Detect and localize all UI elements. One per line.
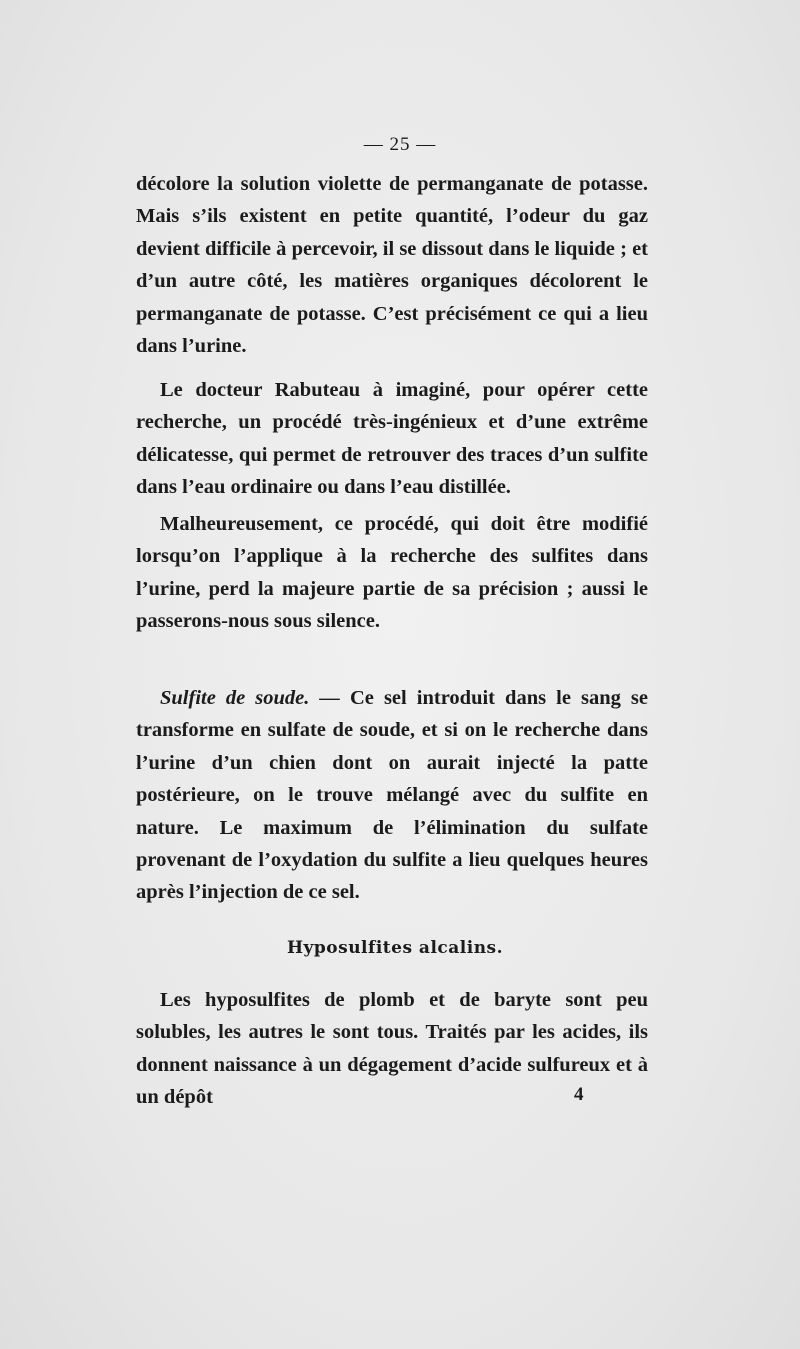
paragraph-1: [136, 168, 648, 362]
paragraph-3: [136, 508, 648, 638]
paragraph-4-title: Sulfite de soude. —: [160, 687, 340, 709]
paragraph-2: [136, 374, 648, 504]
section-heading: Hyposulfites alcalins.: [286, 938, 504, 958]
paragraph-5: [136, 984, 648, 1114]
paragraph-4-body: Ce sel introduit dans le sang se transforme en sulfate de soude, et si on le recherche dans l’urine d’un chien dont on aurait injecté la patte postérieure, on le trouve mélangé avec du sulfite en nature. Le maximum de l’élimination du sulfate provenant de l’oxydation du sulfite a lieu quelques heures après l’injection de ce sel.: [136, 687, 649, 904]
paragraph-3-text: Malheureusement, ce procédé, qui doit être modifié lorsqu’on l’applique à la recherche des sulfites dans l’urine, perd la majeure partie de sa précision ; aussi le passerons-nous sous silence.: [136, 513, 648, 633]
page-number: — 25 —: [363, 134, 437, 155]
paragraph-4: [136, 682, 648, 909]
paragraph-5-text: Les hyposulfites de plomb et de baryte sont peu solubles, les autres le sont tous. Traités par les acides, ils donnent naissance à un dégagement d’acide sulfureux et à un dépôt: [136, 989, 648, 1109]
paragraph-4-text: [136, 682, 648, 909]
paragraph-2-text: Le docteur Rabuteau à imaginé, pour opérer cette recherche, un procédé très-ingénieux et d’une extrême délicatesse, qui permet de retrouver des traces d’un sulfite dans l’eau ordinaire ou dans l’eau distillée.: [136, 379, 648, 499]
paragraph-1-text: décolore la solution violette de permanganate de potasse. Mais s’ils existent en petite quantité, l’odeur du gaz devient difficile à percevoir, il se dissout dans le liquide ; et d’un autre côté, les matières organiques décolorent le permanganate de potasse. C’est précisément ce qui a lieu dans l’urine.: [136, 173, 648, 358]
signature-mark: 4: [574, 1084, 584, 1105]
